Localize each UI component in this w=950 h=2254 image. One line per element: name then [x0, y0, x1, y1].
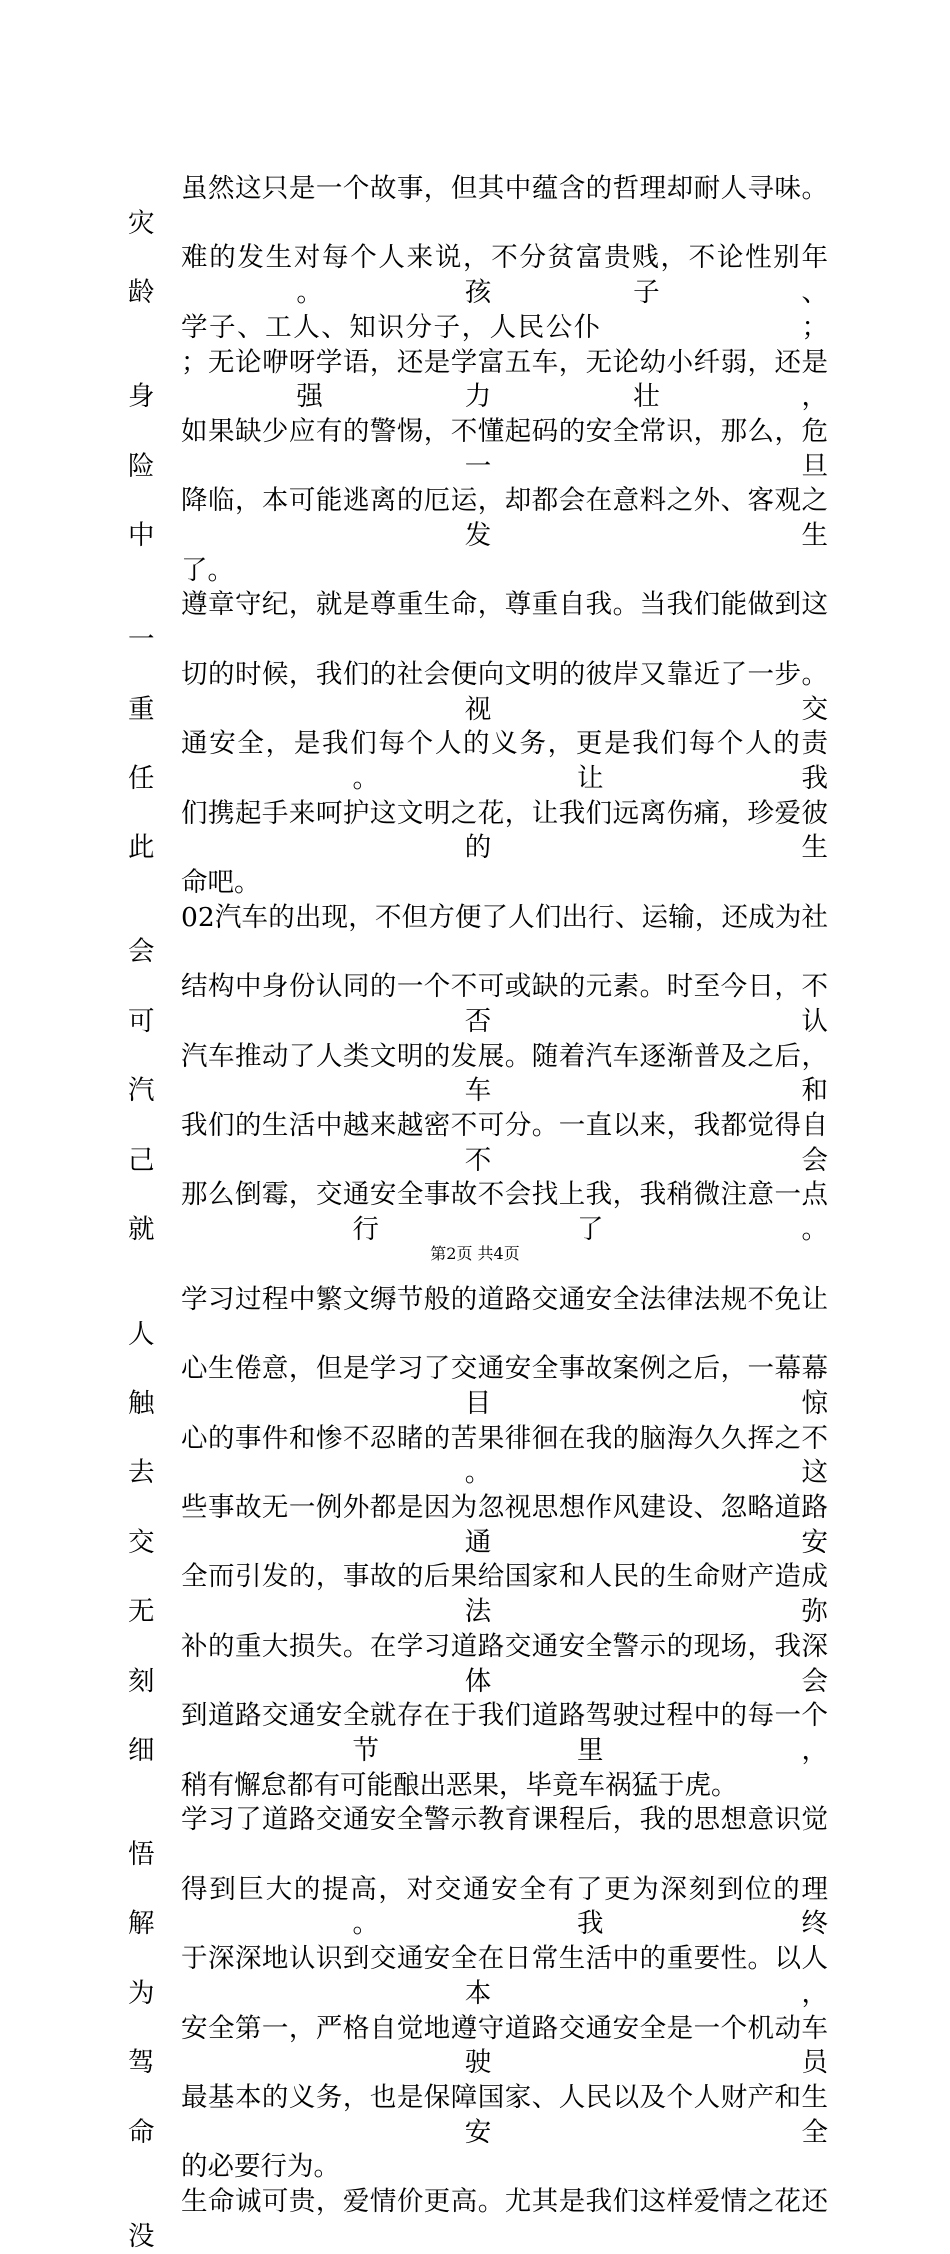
text-line: 我们的生活中越来越密不可分。一直以来，我都觉得自己不会 — [128, 1109, 828, 1176]
text-line: 难的发生对每个人来说，不分贫富贵贱，不论性别年龄。孩子、 — [128, 242, 828, 309]
paragraph-2 — [128, 588, 828, 900]
document-body — [128, 172, 828, 2254]
text-line: 们携起手来呵护这文明之花，让我们远离伤痛，珍爱彼此的生 — [128, 797, 828, 864]
text-line: 生命诚可贵，爱情价更高。尤其是我们这样爱情之花还没 — [128, 2186, 828, 2252]
text-line: 虽然这只是一个故事，但其中蕴含的哲理却耐人寻味。灾 — [128, 173, 828, 239]
text-line: 心生倦意，但是学习了交通安全事故案例之后，一幕幕触目惊 — [128, 1353, 828, 1419]
paragraph-5 — [128, 1803, 828, 2185]
text-line: 汽车推动了人类文明的发展。随着汽车逐渐普及之后，汽车和 — [128, 1040, 828, 1107]
text-line: 全而引发的，事故的后果给国家和人民的生命财产造成无法弥 — [128, 1561, 828, 1628]
text-line: 结构中身份认同的一个不可或缺的元素。时至今日，不可否认 — [128, 971, 828, 1037]
page-number: 第2页 共4页 — [430, 1244, 520, 1263]
text-line: 心的事件和惨不忍睹的苦果徘徊在我的脑海久久挥之不去。这 — [128, 1422, 828, 1489]
text-line: 补的重大损失。在学习道路交通安全警示的现场，我深刻体会 — [128, 1630, 828, 1697]
paragraph-3 — [128, 901, 828, 1248]
text-line: 学习过程中繁文缛节般的道路交通安全法律法规不免让人 — [128, 1283, 828, 1350]
text-line: 安全第一，严格自觉地遵守道路交通安全是一个机动车驾驶员 — [128, 2012, 828, 2079]
paragraph-1 — [128, 172, 828, 588]
text-line: 命吧。 — [181, 867, 261, 899]
paragraph-4 — [128, 1283, 828, 1804]
text-line: 切的时候，我们的社会便向文明的彼岸又靠近了一步。重视交 — [128, 658, 828, 725]
text-line: 最基本的义务，也是保障国家、人民以及个人财产和生命安全 — [128, 2081, 828, 2148]
paragraph-6 — [128, 2185, 828, 2254]
text-line: 稍有懈怠都有可能酿出恶果，毕竟车祸猛于虎。 — [181, 1769, 738, 1801]
text-line: 02汽车的出现，不但方便了人们出行、运输，还成为社会 — [128, 901, 828, 968]
text-line: 遵章守纪，就是尊重生命，尊重自我。当我们能做到这一 — [128, 589, 828, 656]
text-line: 些事故无一例外都是因为忽视思想作风建设、忽略道路交通安 — [128, 1492, 828, 1558]
text-line: 学子、工人、知识分子，人民公仆 ； — [181, 311, 828, 343]
text-line: 的必要行为。 — [181, 2151, 340, 2183]
text-line: 降临，本可能逃离的厄运，却都会在意料之外、客观之中发生 — [128, 485, 828, 552]
text-line: 了。 — [181, 554, 234, 586]
text-line: ；无论咿呀学语，还是学富五车，无论幼小纤弱，还是身强力壮， — [128, 346, 828, 413]
text-line: 那么倒霉，交通安全事故不会找上我，我稍微注意一点就行了。 — [128, 1179, 828, 1246]
text-line: 学习了道路交通安全警示教育课程后，我的思想意识觉悟 — [128, 1804, 828, 1871]
text-line: 如果缺少应有的警惕，不懂起码的安全常识，那么，危险一旦 — [128, 415, 828, 482]
page-footer — [0, 1244, 950, 1264]
text-line: 通安全，是我们每个人的义务，更是我们每个人的责任。让我 — [128, 728, 828, 794]
text-line: 到道路交通安全就存在于我们道路驾驶过程中的每一个细节里， — [128, 1700, 828, 1766]
text-line: 得到巨大的提高，对交通安全有了更为深刻到位的理解。我终 — [128, 1873, 828, 1940]
text-line: 于深深地认识到交通安全在日常生活中的重要性。以人为本， — [128, 1943, 828, 2009]
